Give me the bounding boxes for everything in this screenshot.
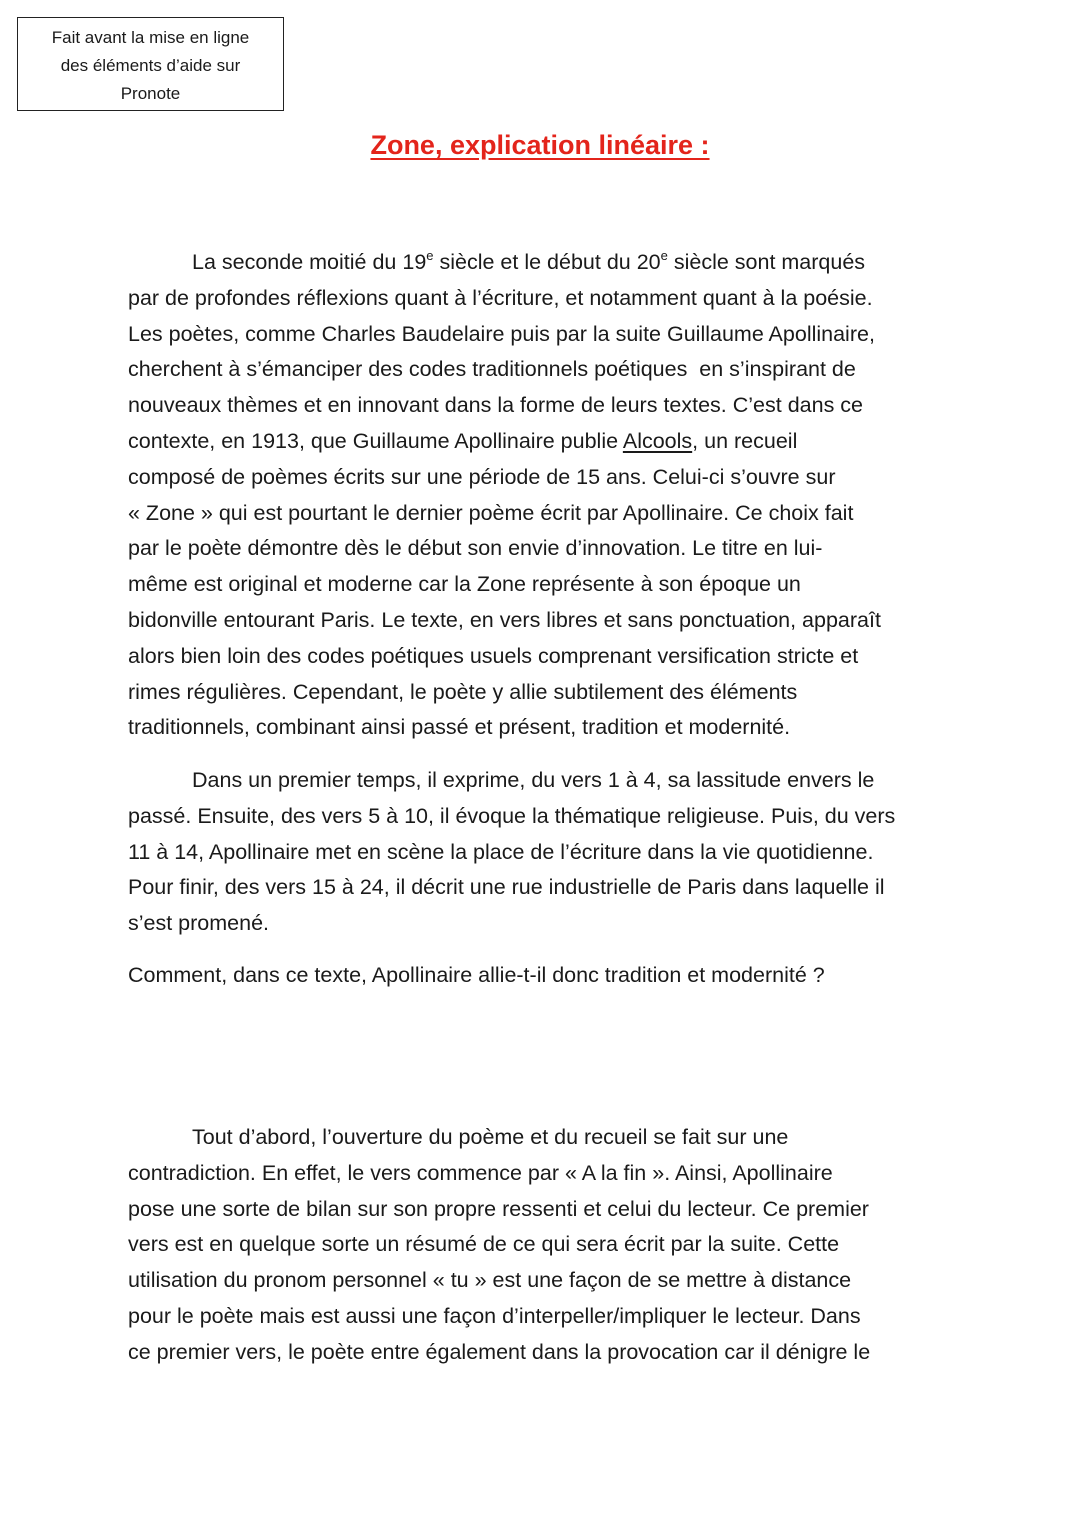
text-line: par le poète démontre dès le début son envie d’innovation. Le titre en lui- <box>128 536 823 561</box>
part1-paragraph <box>128 1120 968 1371</box>
text-line: vers est en quelque sorte un résumé de ce qui sera écrit par la suite. Cette <box>128 1232 840 1257</box>
problematique-paragraph <box>128 958 968 994</box>
text-line: contradiction. En effet, le vers commence par « A la fin ». Ainsi, Apollinaire <box>128 1160 833 1185</box>
text-line: Comment, dans ce texte, Apollinaire allie-t-il donc tradition et modernité ? <box>128 963 825 987</box>
intro-paragraph <box>128 245 968 746</box>
text-line: pose une sorte de bilan sur son propre ressenti et celui du lecteur. Ce premier <box>128 1196 869 1221</box>
note-line: des éléments d’aide sur <box>60 56 241 75</box>
text-line: contexte, en 1913, que Guillaume Apollinaire publie Alcools, un recueil <box>128 428 798 453</box>
text-line: passé. Ensuite, des vers 5 à 10, il évoque la thématique religieuse. Puis, du vers <box>128 803 896 828</box>
text-line: s’est promené. <box>128 911 270 936</box>
text-line: ce premier vers, le poète entre également dans la provocation car il dénigre le <box>128 1339 871 1364</box>
note-line: Pronote <box>120 84 181 103</box>
text-line: alors bien loin des codes poétiques usuels comprenant versification stricte et <box>128 643 859 668</box>
note-line: Fait avant la mise en ligne <box>51 28 250 47</box>
text-line: Dans un premier temps, il exprime, du vers 1 à 4, sa lassitude envers le <box>192 768 875 792</box>
text-line: Les poètes, comme Charles Baudelaire puis par la suite Guillaume Apollinaire, <box>128 321 875 346</box>
text-line: par de profondes réflexions quant à l’écriture, et notamment quant à la poésie. <box>128 285 873 310</box>
text-line: La seconde moitié du 19e siècle et le début du 20e siècle sont marqués <box>192 247 866 274</box>
text-line: traditionnels, combinant ainsi passé et présent, tradition et modernité. <box>128 715 791 740</box>
text-line: « Zone » qui est pourtant le dernier poème écrit par Apollinaire. Ce choix fait <box>128 500 854 525</box>
book-title-alcools: Alcools <box>622 428 693 453</box>
text-line: Pour finir, des vers 15 à 24, il décrit une rue industrielle de Paris dans laquelle il <box>128 875 885 900</box>
text-line: bidonville entourant Paris. Le texte, en vers libres et sans ponctuation, apparaît <box>128 607 881 632</box>
text-line: même est original et moderne car la Zone représente à son époque un <box>128 572 801 597</box>
text-line: 11 à 14, Apollinaire met en scène la place de l’écriture dans la vie quotidienne. <box>128 839 874 864</box>
plan-paragraph <box>128 763 968 942</box>
text-line: composé de poèmes écrits sur une période de 15 ans. Celui-ci s’ouvre sur <box>128 464 836 489</box>
text-line: cherchent à s’émanciper des codes traditionnels poétiques en s’inspirant de <box>128 357 856 382</box>
text-line: Tout d’abord, l’ouverture du poème et du recueil se fait sur une <box>192 1125 789 1149</box>
header-note-box <box>17 17 284 111</box>
text-line: rimes régulières. Cependant, le poète y allie subtilement des éléments <box>128 679 798 704</box>
text-line: utilisation du pronom personnel « tu » est une façon de se mettre à distance <box>128 1268 852 1293</box>
text-line: pour le poète mais est aussi une façon d’interpeller/impliquer le lecteur. Dans <box>128 1303 861 1328</box>
document-title: Zone, explication linéaire : <box>370 130 710 160</box>
text-line: nouveaux thèmes et en innovant dans la forme de leurs textes. C’est dans ce <box>128 393 864 418</box>
